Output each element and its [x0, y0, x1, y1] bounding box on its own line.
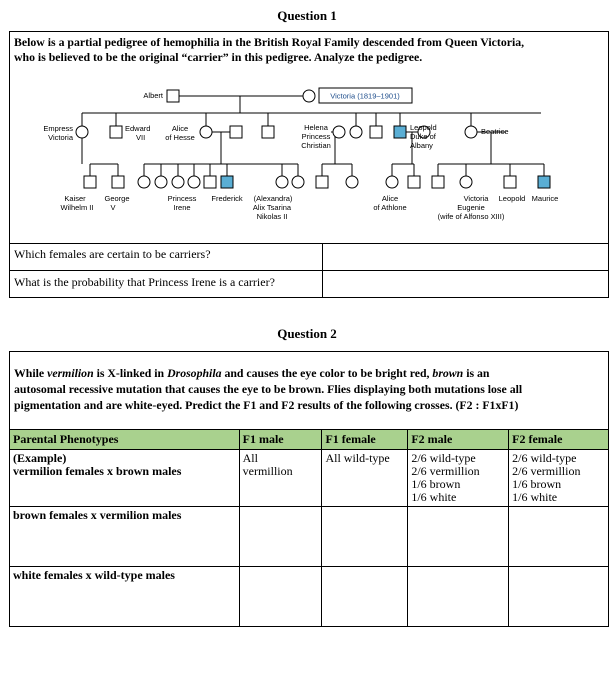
cross-results-table	[9, 429, 609, 627]
example-parental: (Example) vermilion females x brown males	[10, 450, 240, 507]
empress-label-2: Victoria	[48, 133, 73, 142]
table-header-row	[10, 430, 609, 450]
example-f2-male: 2/6 wild-type 2/6 vermillion 1/6 brown 1/6 white	[408, 450, 509, 507]
alexandra-label-3: Nikolas II	[256, 212, 288, 221]
cross-2-f1-female[interactable]	[322, 567, 408, 627]
alexandra-label-1: (Alexandra)	[253, 194, 293, 203]
irene-label-1: Princess	[167, 194, 197, 203]
maurice-label: Maurice	[531, 194, 559, 203]
edward-vii-symbol	[110, 126, 122, 138]
question-1-intro-line-1: Below is a partial pedigree of hemophilia in the British Royal Family descended from Queen Victoria,	[14, 35, 525, 49]
cross-1-f1-male[interactable]	[239, 507, 322, 567]
alice-label-1: Alice	[171, 124, 189, 133]
header-parental: Parental Phenotypes	[10, 430, 240, 450]
alice-of-athlone-symbol	[386, 176, 398, 188]
victoria-eugenie-label-3: (wife of Alfonso XIII)	[437, 212, 505, 221]
george-label-1: George	[104, 194, 130, 203]
alexandra-symbol	[276, 176, 288, 188]
header-f1-male: F1 male	[239, 430, 322, 450]
son-male-symbol	[262, 126, 274, 138]
question-2-intro-line-1: While vermilion is X-linked in Drosophila and causes the eye color to be bright red, brown is an	[14, 366, 490, 380]
cross-2-parental: white females x wild-type males	[10, 567, 240, 627]
empress-label-1: Empress	[43, 124, 73, 133]
hesse-daughter-3-symbol	[172, 176, 184, 188]
leopold-label-2: Duke of	[410, 132, 436, 141]
kaiser-label-2: Wilhelm II	[60, 203, 94, 212]
question-1a-text: Which females are certain to be carriers?	[14, 247, 211, 261]
leopold-grandson-label: Leopold	[498, 194, 526, 203]
cross-2-f1-male[interactable]	[239, 567, 322, 627]
irene-label-2: Irene	[173, 203, 191, 212]
helena-label-3: Christian	[301, 141, 331, 150]
leopold-son-symbol	[408, 176, 420, 188]
example-f1-male: All vermillion	[239, 450, 322, 507]
beatrice-label: Beatrice	[481, 127, 509, 136]
hesse-daughter-1-symbol	[138, 176, 150, 188]
empress-victoria-symbol	[76, 126, 88, 138]
beatrice-symbol	[465, 126, 477, 138]
header-f2-male: F2 male	[408, 430, 509, 450]
edward-label-1: Edward	[125, 124, 151, 133]
question-1a-answer[interactable]	[323, 244, 608, 270]
helena-symbol	[333, 126, 345, 138]
leopold-grandson-symbol	[504, 176, 516, 188]
question-2-intro-line-3: pigmentation and are white-eyed. Predict the F1 and F2 results of the following crosses. (F2 : F1xF1)	[14, 398, 519, 412]
question-1-intro-line-2: who is believed to be the original “carrier” in this pedigree. Analyze the pedigree.	[14, 50, 423, 64]
cross-2-f2-female[interactable]	[509, 567, 609, 627]
header-f1-female: F1 female	[322, 430, 408, 450]
cross-1-parental: brown females x vermilion males	[10, 507, 240, 567]
cross-2-f2-male[interactable]	[408, 567, 509, 627]
leopold-label-3: Albany	[410, 141, 433, 150]
athlone-label-2: of Athlone	[373, 203, 407, 212]
question-1-title: Question 1	[277, 8, 337, 23]
leopold-affected-symbol	[394, 126, 406, 138]
header-f2-female: F2 female	[509, 430, 609, 450]
edward-label-2: VII	[136, 133, 146, 142]
victoria-eugenie-symbol	[460, 176, 472, 188]
helena-daughter-symbol	[346, 176, 358, 188]
question-1b-text: What is the probability that Princess Irene is a carrier?	[14, 275, 275, 289]
daughter-female-symbol	[350, 126, 362, 138]
victoria-label: Victoria (1819–1901)	[330, 91, 400, 101]
athlone-label-1: Alice	[381, 194, 399, 203]
kaiser-wilhelm-symbol	[84, 176, 96, 188]
albert-label: Albert	[143, 91, 163, 100]
hesse-son-symbol	[204, 176, 216, 188]
table-row-cross-2	[10, 567, 609, 627]
maurice-affected-symbol	[538, 176, 550, 188]
beatrice-son-symbol	[432, 176, 444, 188]
george-v-symbol	[112, 176, 124, 188]
alexandra-label-2: Alix Tsarina	[252, 203, 292, 212]
question-2-intro-line-2: autosomal recessive mutation that causes the eye to be brown. Flies displaying both mutations lose all	[14, 382, 523, 396]
helena-son-symbol	[316, 176, 328, 188]
hesse-daughter-4-symbol	[188, 176, 200, 188]
cross-1-f2-female[interactable]	[509, 507, 609, 567]
victoria-eugenie-label-1: Victoria	[463, 194, 489, 203]
helena-label-1: Helena	[304, 123, 328, 132]
question-1b-answer[interactable]	[323, 271, 608, 297]
alice-of-hesse-symbol	[200, 126, 212, 138]
table-row-cross-1	[10, 507, 609, 567]
princess-irene-symbol	[155, 176, 167, 188]
frederick-label: Frederick	[211, 194, 243, 203]
table-row-example	[10, 450, 609, 507]
helena-label-2: Princess	[301, 132, 331, 141]
alice-label-2: of Hesse	[165, 133, 195, 142]
question-2-title: Question 2	[277, 326, 337, 341]
leopold-label-1: Leopold	[410, 123, 437, 132]
george-label-2: V	[110, 203, 116, 212]
victoria-female-symbol	[303, 90, 315, 102]
cross-1-f2-male[interactable]	[408, 507, 509, 567]
pedigree-chart	[0, 0, 614, 240]
albert-male-symbol	[167, 90, 179, 102]
example-f2-female: 2/6 wild-type 2/6 vermillion 1/6 brown 1/6 white	[509, 450, 609, 507]
frederick-affected-symbol	[221, 176, 233, 188]
hesse-daughter-5-symbol	[292, 176, 304, 188]
example-f1-female: All wild-type	[322, 450, 408, 507]
son-male-symbol-2	[370, 126, 382, 138]
cross-1-f1-female[interactable]	[322, 507, 408, 567]
alice-spouse-symbol	[230, 126, 242, 138]
victoria-eugenie-label-2: Eugenie	[457, 203, 485, 212]
kaiser-label-1: Kaiser	[64, 194, 86, 203]
